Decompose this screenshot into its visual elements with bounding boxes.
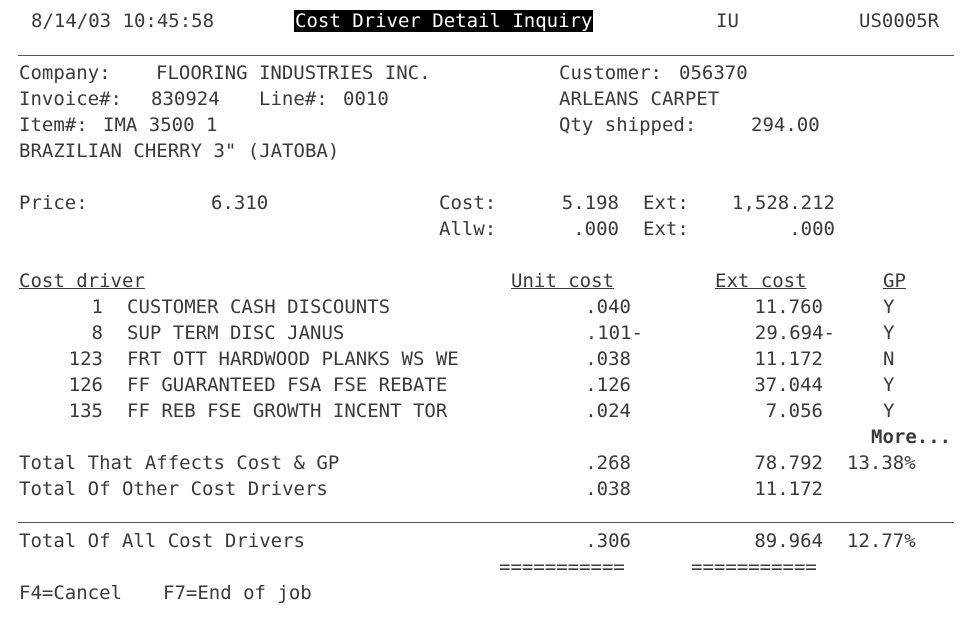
invoice-value: 830924 xyxy=(151,88,220,110)
total-other-unit: .038 xyxy=(585,478,631,500)
allowance-ext-value: .000 xyxy=(789,218,835,240)
row-unit-cost: .024 xyxy=(585,400,631,422)
row-description: SUP TERM DISC JANUS xyxy=(127,322,345,344)
row-ext-cost: 29.694- xyxy=(754,322,835,344)
qty-value: 294.00 xyxy=(751,114,820,136)
total-all-ext: 89.964 xyxy=(754,530,823,552)
screen-title: Cost Driver Detail Inquiry xyxy=(295,10,593,32)
total-affects-unit: .268 xyxy=(585,452,631,474)
row-code: 1 xyxy=(91,296,103,318)
row-ext-cost: 11.172 xyxy=(754,348,823,370)
item-description: BRAZILIAN CHERRY 3" (JATOBA) xyxy=(19,140,340,162)
header-gp: GP xyxy=(883,270,906,292)
row-unit-cost: .101- xyxy=(585,322,643,344)
f4-cancel-key[interactable]: F4=Cancel xyxy=(19,582,122,604)
total-all-unit: .306 xyxy=(585,530,631,552)
header-divider xyxy=(18,55,954,56)
row-gp-flag: N xyxy=(883,348,895,370)
total-affects-gp-pct: 13.38% xyxy=(847,452,916,474)
customer-value: 056370 xyxy=(679,62,748,84)
line-label: Line#: xyxy=(259,88,328,110)
company-label: Company: xyxy=(19,62,111,84)
totals-divider xyxy=(18,522,954,523)
cost-ext-label: Ext: xyxy=(643,192,689,214)
program-id: US0005R xyxy=(859,10,940,32)
customer-name: ARLEANS CARPET xyxy=(559,88,720,110)
row-ext-cost: 7.056 xyxy=(765,400,823,422)
header-ext-cost: Ext cost xyxy=(715,270,807,292)
customer-label: Customer: xyxy=(559,62,662,84)
more-indicator: More... xyxy=(871,426,952,448)
cost-value: 5.198 xyxy=(561,192,619,214)
f7-end-of-job-key[interactable]: F7=End of job xyxy=(163,582,312,604)
row-gp-flag: Y xyxy=(883,322,895,344)
cost-ext-value: 1,528.212 xyxy=(732,192,835,214)
total-other-ext: 11.172 xyxy=(754,478,823,500)
total-all-label: Total Of All Cost Drivers xyxy=(19,530,305,552)
mode-indicator: IU xyxy=(716,10,739,32)
total-affects-ext: 78.792 xyxy=(754,452,823,474)
header-unit-cost: Unit cost xyxy=(511,270,614,292)
line-value: 0010 xyxy=(343,88,389,110)
company-value: FLOORING INDUSTRIES INC. xyxy=(156,62,431,84)
row-unit-cost: .040 xyxy=(585,296,631,318)
row-code: 8 xyxy=(91,322,103,344)
price-value: 6.310 xyxy=(211,192,269,214)
unit-total-rule: =========== xyxy=(499,556,625,578)
datetime: 8/14/03 10:45:58 xyxy=(31,10,215,32)
row-description: FF REB FSE GROWTH INCENT TOR xyxy=(127,400,448,422)
allowance-ext-label: Ext: xyxy=(643,218,689,240)
total-all-gp-pct: 12.77% xyxy=(847,530,916,552)
total-other-label: Total Of Other Cost Drivers xyxy=(19,478,328,500)
row-unit-cost: .126 xyxy=(585,374,631,396)
row-ext-cost: 37.044 xyxy=(754,374,823,396)
row-code: 126 xyxy=(68,374,103,396)
ext-total-rule: =========== xyxy=(691,556,817,578)
allowance-label: Allw: xyxy=(439,218,497,240)
row-gp-flag: Y xyxy=(883,296,895,318)
total-affects-label: Total That Affects Cost & GP xyxy=(19,452,340,474)
row-gp-flag: Y xyxy=(883,400,895,422)
allowance-value: .000 xyxy=(573,218,619,240)
row-ext-cost: 11.760 xyxy=(754,296,823,318)
header-cost-driver: Cost driver xyxy=(19,270,145,292)
item-label: Item#: xyxy=(19,114,88,136)
qty-label: Qty shipped: xyxy=(559,114,697,136)
row-description: FF GUARANTEED FSA FSE REBATE xyxy=(127,374,448,396)
item-value: IMA 3500 1 xyxy=(103,114,218,136)
row-description: FRT OTT HARDWOOD PLANKS WS WE xyxy=(127,348,459,370)
row-code: 135 xyxy=(68,400,103,422)
row-gp-flag: Y xyxy=(883,374,895,396)
price-label: Price: xyxy=(19,192,88,214)
cost-label: Cost: xyxy=(439,192,497,214)
row-unit-cost: .038 xyxy=(585,348,631,370)
invoice-label: Invoice#: xyxy=(19,88,122,110)
row-description: CUSTOMER CASH DISCOUNTS xyxy=(127,296,391,318)
row-code: 123 xyxy=(68,348,103,370)
